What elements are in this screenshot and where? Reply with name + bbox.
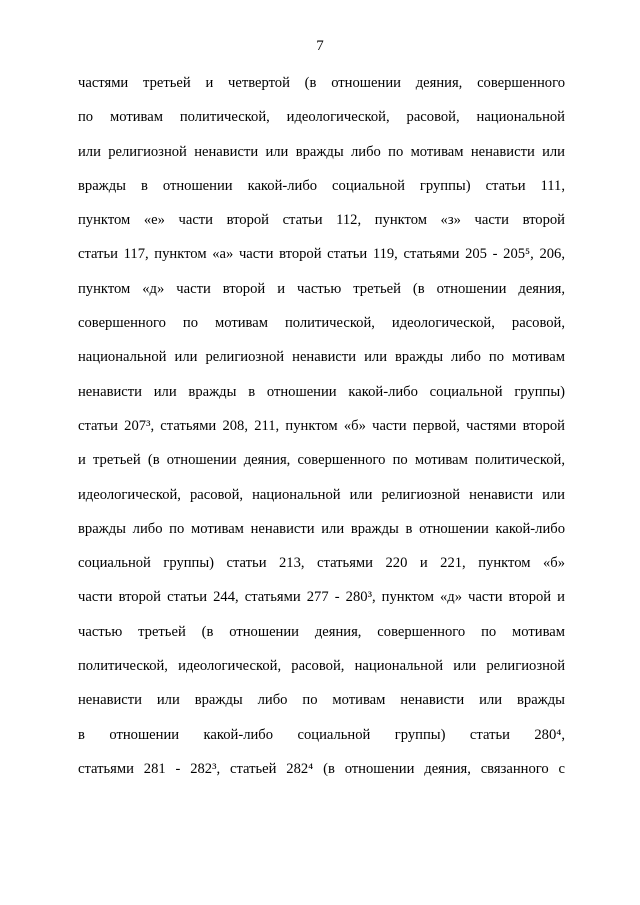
text-line-13: идеологической, расовой, национальной или религиозной ненависти или (78, 486, 565, 503)
text-line-20: в отношении какой-либо социальной группы) статьи 280⁴, (78, 726, 565, 743)
text-line-11: статьи 207³, статьями 208, 211, пунктом «б» части первой, частями второй (78, 417, 565, 434)
text-line-5: пунктом «е» части второй статьи 112, пунктом «з» части второй (78, 212, 565, 229)
body-text (78, 74, 565, 794)
text-line-12: и третьей (в отношении деяния, совершенного по мотивам политической, (78, 452, 565, 469)
text-line-14: вражды либо по мотивам ненависти или вражды в отношении какой-либо (78, 520, 565, 537)
text-line-7: пунктом «д» части второй и частью третьей (в отношении деяния, (78, 280, 565, 297)
text-line-21: статьями 281 - 282³, статьей 282⁴ (в отношении деяния, связанного с (78, 760, 565, 777)
text-line-6: статьи 117, пунктом «а» части второй статьи 119, статьями 205 - 205⁵, 206, (78, 246, 565, 263)
text-line-2: по мотивам политической, идеологической, расовой, национальной (78, 109, 565, 126)
text-line-3: или религиозной ненависти или вражды либо по мотивам ненависти или (78, 143, 565, 160)
text-line-18: политической, идеологической, расовой, национальной или религиозной (78, 658, 565, 675)
text-line-17: частью третьей (в отношении деяния, совершенного по мотивам (78, 623, 565, 640)
text-line-9: национальной или религиозной ненависти или вражды либо по мотивам (78, 349, 565, 366)
text-line-4: вражды в отношении какой-либо социальной группы) статьи 111, (78, 177, 565, 194)
text-line-1: частями третьей и четвертой (в отношении деяния, совершенного (78, 75, 565, 91)
text-line-16: части второй статьи 244, статьями 277 - 280³, пунктом «д» части второй и (78, 589, 565, 606)
page-number: 7 (316, 38, 324, 54)
text-line-8: совершенного по мотивам политической, идеологической, расовой, (78, 315, 565, 332)
text-line-15: социальной группы) статьи 213, статьями 220 и 221, пунктом «б» (78, 555, 565, 572)
text-line-10: ненависти или вражды в отношении какой-либо социальной группы) (78, 383, 565, 400)
text-line-19: ненависти или вражды либо по мотивам ненависти или вражды (78, 692, 565, 709)
